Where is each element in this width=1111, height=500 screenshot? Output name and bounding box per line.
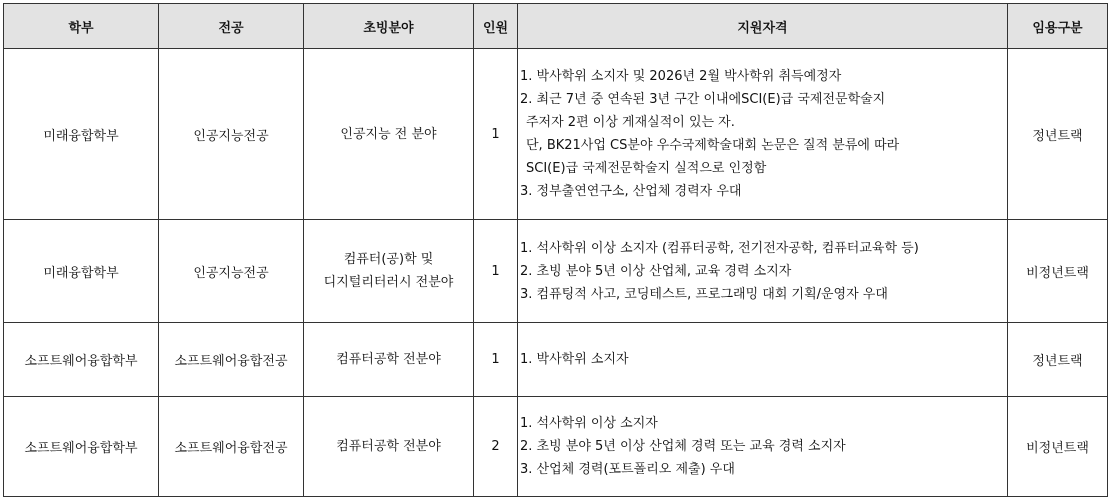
header-qualifications: 지원자격 [518, 4, 1008, 49]
cell-type: 정년트랙 [1008, 323, 1108, 397]
cell-major: 소프트웨어융합전공 [159, 397, 304, 497]
header-major: 전공 [159, 4, 304, 49]
cell-major: 인공지능전공 [159, 49, 304, 220]
cell-field [304, 397, 474, 497]
cell-type: 비정년트랙 [1008, 397, 1108, 497]
cell-count: 1 [474, 323, 518, 397]
qualification-line: 1. 박사학위 소지자 [520, 352, 629, 367]
field-line: 디지털리터러시 전분야 [323, 275, 454, 290]
cell-field [304, 220, 474, 323]
cell-qualifications [518, 323, 1008, 397]
table-row [4, 397, 1108, 497]
qualification-line: 3. 컴퓨팅적 사고, 코딩테스트, 프로그래밍 대회 기획/운영자 우대 [520, 286, 888, 302]
cell-department: 소프트웨어융합학부 [4, 323, 159, 397]
qualification-line: 2. 초빙 분야 5년 이상 산업체, 교육 경력 소지자 [520, 263, 792, 279]
field-line: 컴퓨터(공)학 및 [343, 252, 434, 267]
field-line: 컴퓨터공학 전분야 [336, 352, 441, 367]
cell-major: 인공지능전공 [159, 220, 304, 323]
qualification-line: 2. 초빙 분야 5년 이상 산업체 경력 또는 교육 경력 소지자 [520, 439, 846, 454]
cell-type: 정년트랙 [1008, 49, 1108, 220]
qualification-line: 1. 석사학위 이상 소지자 [520, 416, 658, 431]
cell-qualifications [518, 397, 1008, 497]
header-field: 초빙분야 [304, 4, 474, 49]
qualification-line: 1. 석사학위 이상 소지자 (컴퓨터공학, 전기전자공학, 컴퓨터교육학 등) [520, 240, 919, 256]
qualification-line: 1. 박사학위 소지자 및 2026년 2월 박사학위 취득예정자 [520, 69, 842, 84]
cell-count: 2 [474, 397, 518, 497]
cell-type: 비정년트랙 [1008, 220, 1108, 323]
qualification-line: SCI(E)급 국제전문학술지 실적으로 인정함 [526, 161, 767, 176]
table-header-row [4, 4, 1108, 49]
field-line: 인공지능 전 분야 [340, 126, 437, 142]
cell-field [304, 49, 474, 220]
header-department: 학부 [4, 4, 159, 49]
cell-major: 소프트웨어융합전공 [159, 323, 304, 397]
qualification-line: 3. 정부출연연구소, 산업체 경력자 우대 [520, 184, 742, 199]
qualification-line: 3. 산업체 경력(포트폴리오 제출) 우대 [520, 462, 735, 477]
recruitment-table [3, 3, 1108, 497]
cell-count: 1 [474, 49, 518, 220]
cell-qualifications [518, 49, 1008, 220]
table-row [4, 49, 1108, 220]
table-row [4, 323, 1108, 397]
qualification-line: 주저자 2편 이상 게재실적이 있는 자. [526, 115, 735, 130]
field-line: 컴퓨터공학 전분야 [336, 439, 441, 454]
cell-count: 1 [474, 220, 518, 323]
header-count: 인원 [474, 4, 518, 49]
qualification-line: 단, BK21사업 CS분야 우수국제학술대회 논문은 질적 분류에 따라 [526, 138, 900, 153]
cell-department: 미래융합학부 [4, 220, 159, 323]
cell-department: 소프트웨어융합학부 [4, 397, 159, 497]
qualification-line: 2. 최근 7년 중 연속된 3년 구간 이내에SCI(E)급 국제전문학술지 [520, 92, 886, 107]
table-row [4, 220, 1108, 323]
cell-field [304, 323, 474, 397]
header-type: 임용구분 [1008, 4, 1108, 49]
cell-department: 미래융합학부 [4, 49, 159, 220]
cell-qualifications [518, 220, 1008, 323]
